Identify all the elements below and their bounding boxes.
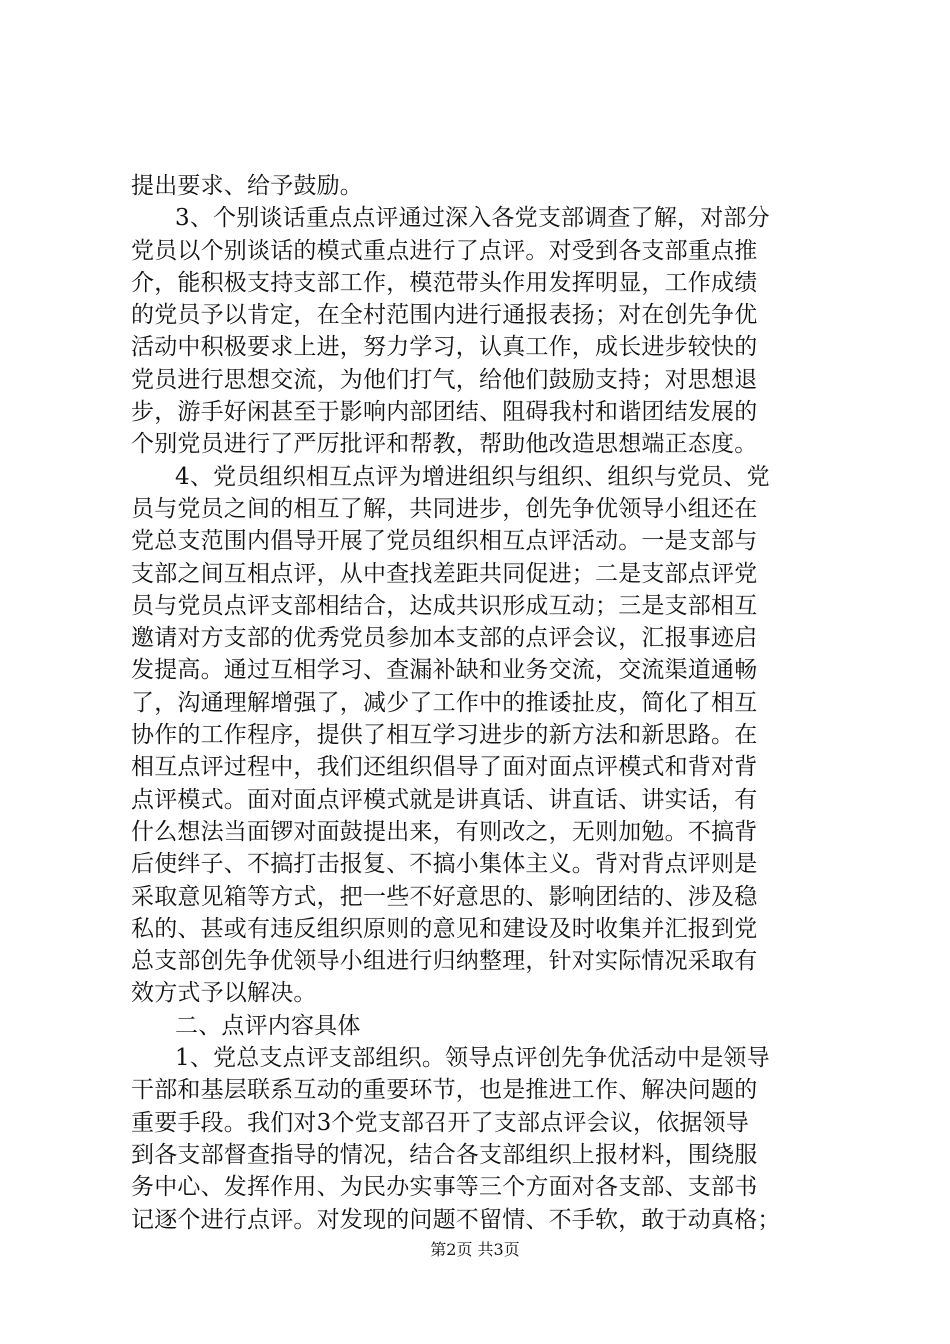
text-line: 协作的工作程序，提供了相互学习进步的新方法和新思路。在 [131,722,758,749]
text-line: 务中心、发挥作用、为民办实事等三个方面对各支部、支部书 [131,1174,758,1201]
text-line: 点评模式。面对面点评模式就是讲真话、讲直话、讲实话，有 [131,786,758,813]
text-line: 党员进行思想交流，为他们打气，给他们鼓励支持；对思想退 [131,366,758,393]
text-line: 记逐个进行点评。对发现的问题不留情、不手软，敢于动真格； [131,1206,781,1233]
text-line: 二、点评内容具体 [175,1012,361,1039]
text-line: 4、党员组织相互点评为增进组织与组织、组织与党员、党 [175,463,770,490]
text-line: 3、个别谈话重点点评通过深入各党支部调查了解，对部分 [175,205,770,232]
text-line: 党总支范围内倡导开展了党员组织相互点评活动。一是支部与 [131,528,758,555]
text-line: 总支部创先争优领导小组进行归纳整理，针对实际情况采取有 [131,948,758,975]
text-line: 后使绊子、不搞打击报复、不搞小集体主义。背对背点评则是 [131,851,758,878]
text-line: 什么想法当面锣对面鼓提出来，有则改之，无则加勉。不搞背 [131,818,758,845]
text-line: 采取意见箱等方式，把一些不好意思的、影响团结的、涉及稳 [131,883,758,910]
text-line: 干部和基层联系互动的重要环节，也是推进工作、解决问题的 [131,1077,758,1104]
text-line: 员与党员点评支部相结合，达成共识形成互动；三是支部相互 [131,592,758,619]
text-line: 到各支部督查指导的情况，结合各支部组织上报材料，围绕服 [131,1141,758,1168]
text-line: 了，沟通理解增强了，减少了工作中的推诿扯皮，简化了相互 [131,689,758,716]
text-line: 支部之间互相点评，从中查找差距共同促进；二是支部点评党 [131,560,758,587]
text-line: 活动中积极要求上进，努力学习，认真工作，成长进步较快的 [131,334,758,361]
text-line: 重要手段。我们对3个党支部召开了支部点评会议，依据领导 [131,1109,750,1136]
text-line: 邀请对方支部的优秀党员参加本支部的点评会议，汇报事迹启 [131,625,758,652]
text-line: 相互点评过程中，我们还组织倡导了面对面点评模式和背对背 [131,754,758,781]
text-line: 的党员予以肯定，在全村范围内进行通报表扬；对在创先争优 [131,302,758,329]
text-line: 党员以个别谈话的模式重点进行了点评。对受到各支部重点推 [131,237,758,264]
text-line: 效方式予以解决。 [131,980,317,1007]
text-line: 私的、甚或有违反组织原则的意见和建设及时收集并汇报到党 [131,915,758,942]
page-footer: 第2页 共3页 [430,1240,520,1259]
document-body [131,170,831,1236]
text-line: 个别党员进行了严厉批评和帮教，帮助他改造思想端正态度。 [131,431,758,458]
text-line: 1、党总支点评支部组织。领导点评创先争优活动中是领导 [175,1045,770,1072]
text-line: 介，能积极支持支部工作，模范带头作用发挥明显，工作成绩 [131,269,758,296]
text-line: 提出要求、给予鼓励。 [131,173,363,199]
text-line: 发提高。通过互相学习、查漏补缺和业务交流，交流渠道通畅 [131,657,758,684]
text-line: 员与党员之间的相互了解，共同进步，创先争优领导小组还在 [131,495,758,522]
text-line: 步，游手好闲甚至于影响内部团结、阻碍我村和谐团结发展的 [131,399,758,426]
